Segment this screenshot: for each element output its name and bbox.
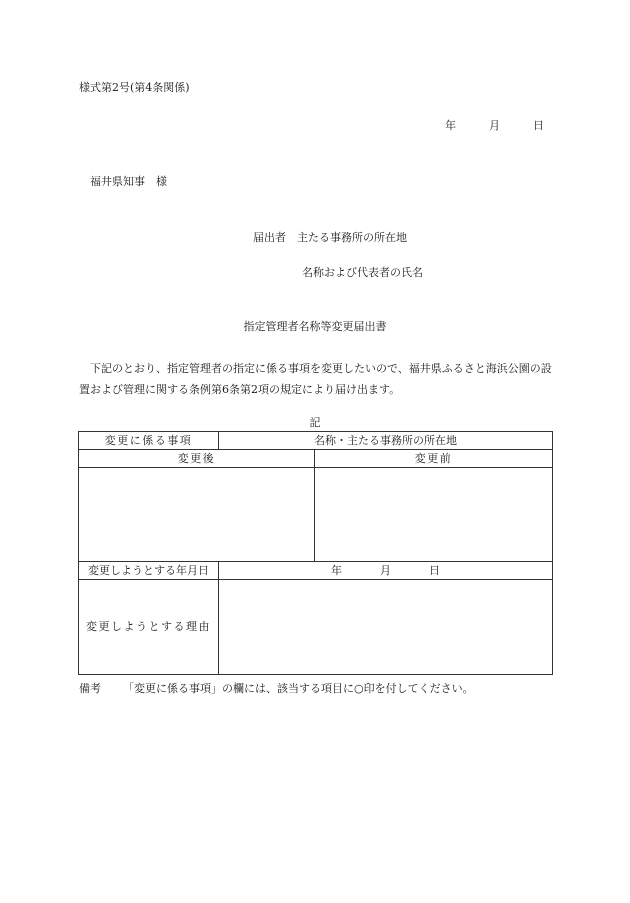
before-change-label: 変更前: [315, 450, 553, 468]
remarks: [79, 682, 474, 696]
change-date-cell[interactable]: [219, 561, 553, 579]
after-change-cell[interactable]: [79, 468, 315, 561]
notifier-name-label: 名称および代表者の氏名: [302, 266, 423, 279]
ki-heading: 記: [309, 416, 321, 429]
table-row: [79, 432, 553, 450]
change-date-year: 年: [331, 563, 342, 577]
after-change-label: 変更後: [79, 450, 315, 468]
table-row: [79, 561, 553, 579]
change-record-table: [78, 431, 553, 675]
remarks-text: 「変更に係る事項」の欄には、該当する項目に○印を付してください。: [123, 682, 474, 695]
form-number: 様式第2号(第4条関係): [79, 81, 190, 94]
date-month-label: 月: [489, 119, 500, 132]
remarks-label: 備考: [79, 682, 101, 695]
date-day-label: 日: [533, 119, 544, 132]
notifier-address-label: 届出者 主たる事務所の所在地: [253, 231, 407, 244]
change-date-month: 月: [380, 563, 391, 577]
change-date-day: 日: [429, 563, 440, 577]
addressee: 福井県知事 様: [90, 175, 167, 188]
date-year-label: 年: [445, 119, 456, 132]
submission-date: [445, 119, 544, 133]
change-item-label: 変更に係る事項: [79, 432, 219, 450]
body-paragraph: 下記のとおり、指定管理者の指定に係る事項を変更したいので、福井県ふるさと海浜公園の設置および管理に関する条例第6条第2項の規定により届け出ます。: [79, 362, 552, 396]
before-change-cell[interactable]: [315, 468, 553, 561]
table-row: [79, 468, 553, 561]
change-item-value: 名称・主たる事務所の所在地: [219, 432, 553, 450]
table-row: [79, 579, 553, 674]
change-date-label: 変更しようとする年月日: [79, 561, 219, 579]
document-title: 指定管理者名称等変更届出書: [243, 320, 387, 333]
change-reason-cell[interactable]: [219, 579, 553, 674]
change-reason-label: 変更しようとする理由: [79, 579, 219, 674]
table-row: [79, 450, 553, 468]
